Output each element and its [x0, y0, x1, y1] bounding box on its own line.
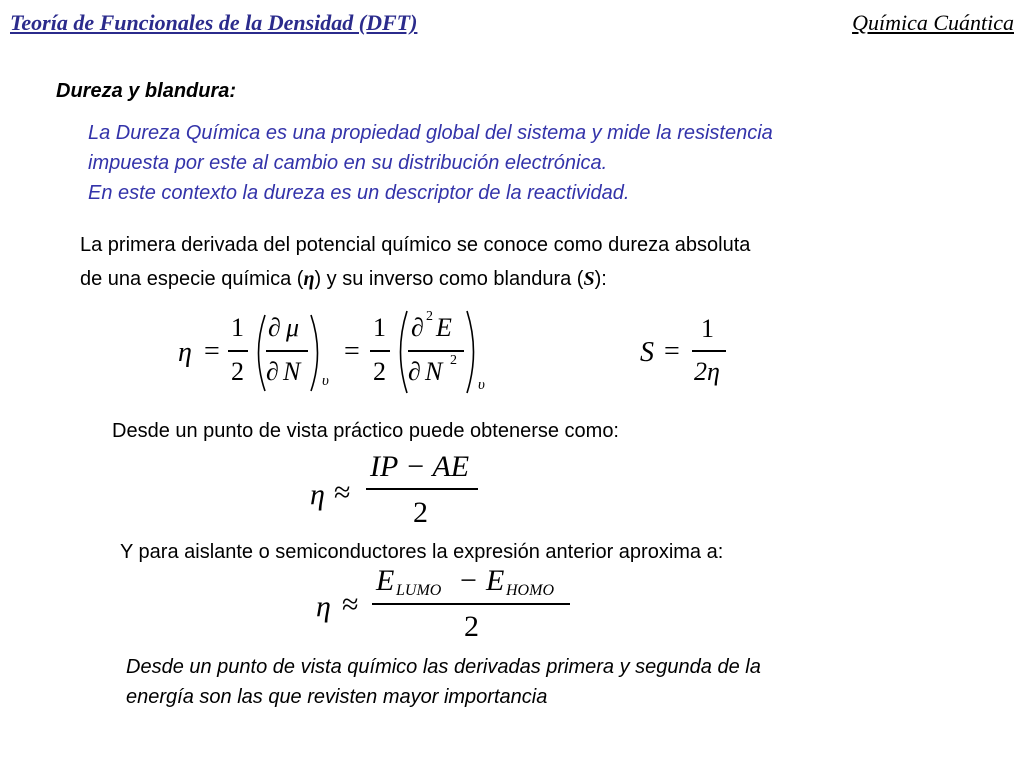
eq-equals-2: =: [344, 336, 360, 367]
eq-partial-2: ∂: [266, 357, 279, 386]
prac-numerator: IP − AE: [370, 450, 470, 483]
definition-text-b: ) y su inverso como blandura (: [314, 268, 584, 290]
intro-line-3: En este contexto la dureza es un descriptor de la reactividad.: [88, 182, 630, 204]
header-course: Química Cuántica: [852, 10, 1014, 35]
soft-frac-bar: [692, 350, 726, 352]
definition-paragraph: [80, 228, 980, 296]
eq-one-2: 1: [373, 313, 386, 342]
prac-denominator: 2: [413, 496, 428, 529]
section-title: Dureza y blandura:: [56, 80, 237, 102]
eq-two-2: 2: [373, 357, 386, 386]
intro-line-2: impuesta por este al cambio en su distribución electrónica.: [88, 152, 608, 174]
eq-eta: η: [178, 337, 192, 368]
soft-S: S: [640, 337, 654, 368]
ins-frac-bar: [372, 603, 570, 605]
eq-two-1: 2: [231, 357, 244, 386]
eq-frac-bar-1: [228, 350, 248, 352]
eq-frac-bar-2: [266, 350, 308, 352]
eq-sup-2a: 2: [426, 309, 433, 324]
intro-paragraph: [88, 118, 988, 208]
ins-lumo-sub: LUMO: [396, 582, 442, 599]
eq-partial-3: ∂: [411, 313, 424, 342]
ins-homo-sub: HOMO: [506, 582, 554, 599]
insulators-text: Y para aislante o semiconductores la expresión anterior aproxima a:: [120, 541, 724, 563]
eq-partial-4: ∂: [408, 357, 421, 386]
ins-E-homo: E: [486, 564, 505, 597]
ins-eta: η: [316, 590, 331, 623]
conclusion-line-1: Desde un punto de vista químico las derivadas primera y segunda de la: [126, 656, 761, 678]
definition-line-1: La primera derivada del potencial químico se conoce como dureza absoluta: [80, 234, 751, 256]
eq-sub-upsilon-1: υ: [322, 373, 329, 389]
header-title: Teoría de Funcionales de la Densidad (DFT): [10, 10, 418, 35]
prac-eta: η: [310, 478, 325, 511]
insulators-equation: [316, 564, 576, 648]
practical-text: Desde un punto de vista práctico puede obtenerse como:: [112, 420, 619, 442]
intro-line-1: La Dureza Química es una propiedad global del sistema y mide la resistencia: [88, 122, 773, 144]
conclusion-line-2: energía son las que revisten mayor importancia: [126, 686, 548, 708]
definition-line-2: [80, 262, 980, 296]
definition-text-a: de una especie química (: [80, 268, 304, 290]
eq-E: E: [436, 313, 452, 342]
eq-one-1: 1: [231, 313, 244, 342]
eta-symbol: η: [303, 268, 315, 290]
eq-sub-upsilon-2: υ: [478, 377, 485, 393]
eq-equals-1: =: [204, 336, 220, 367]
prac-frac-bar: [366, 488, 478, 490]
practical-equation: [310, 448, 490, 534]
soft-one: 1: [701, 314, 714, 343]
ins-denominator: 2: [464, 610, 479, 643]
prac-approx: ≈: [334, 476, 351, 509]
s-symbol: S: [583, 268, 595, 290]
softness-equation: [636, 310, 746, 400]
ins-minus: −: [460, 564, 477, 597]
soft-equals: =: [664, 336, 680, 367]
eq-frac-bar-3: [370, 350, 390, 352]
eq-partial-1: ∂: [268, 313, 281, 342]
conclusion-paragraph: [126, 652, 966, 712]
hardness-equation: [170, 305, 510, 405]
eq-sup-2b: 2: [450, 353, 457, 368]
definition-text-c: ):: [594, 268, 607, 290]
ins-approx: ≈: [342, 588, 359, 621]
ins-E-lumo: E: [376, 564, 395, 597]
eq-frac-bar-4: [408, 350, 464, 352]
eq-N-1: N: [283, 357, 301, 386]
eq-mu: μ: [286, 313, 300, 342]
eq-N-2: N: [425, 357, 443, 386]
soft-two-eta: 2η: [694, 357, 720, 386]
